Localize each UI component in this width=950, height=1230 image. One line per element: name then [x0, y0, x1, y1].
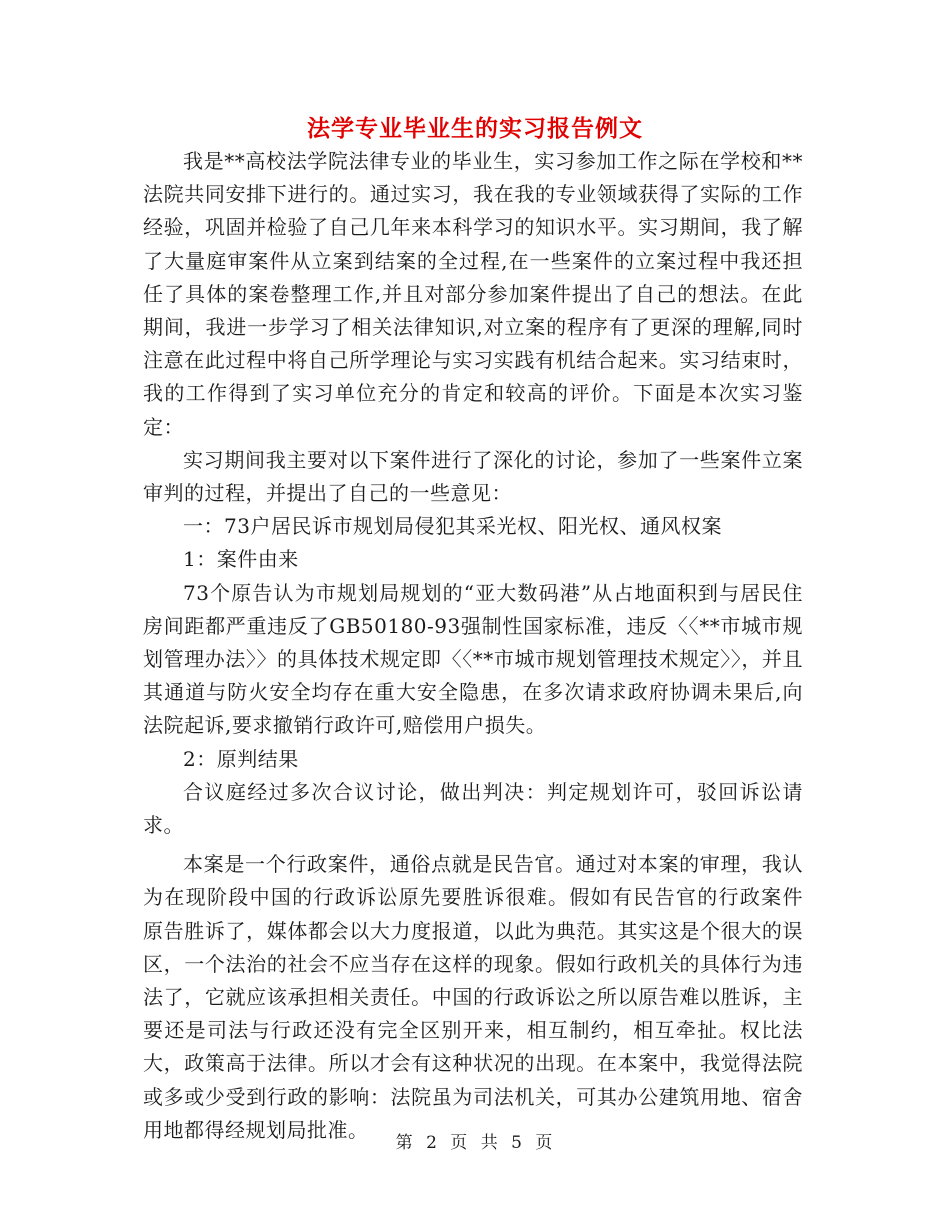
paragraph-analysis: 本案是一个行政案件，通俗点就是民告官。通过对本案的审理，我认为在现阶段中国的行政诉讼原先要胜诉很难。假如有民告官的行政案件 原告胜诉了，媒体都会以大力度报道，以此为典范。其实这是个很大的误区，一个法治的社会不应当存在这样的现象。假如行政机关的具体行为违法了，它就应该承担相关责任。中国的行政诉讼之所以原告难以胜诉，主要还是司法与行政还没有完全区别开来，相互制约，相互牵扯。权比法大，政策高于法律。所以才会有这种状况的出现。在本案中，我觉得法院或多或少受到行政的影响：法院虽为司法机关，可其办公建筑用地、宿舍用地都得经规划局批准。 [143, 852, 803, 1142]
footer-suffix: 页 [535, 1133, 555, 1153]
footer-total-pages: 5 [511, 1133, 524, 1153]
paragraph-verdict: 合议庭经过多次合议讨论，做出判决：判定规划许可，驳回诉讼请求。 [143, 779, 803, 838]
paragraph-intro: 我是**高校法学院法律专业的毕业生，实习参加工作之际在学校和**法院共同安排下进行的。通过实习，我在我的专业领域获得了实际的工作经验，巩固并检验了自己几年来本科学习的知识水平。实习期间，我了解了大量庭审案件从立案到结案的全过程,在一些案件的立案过程中我还担任了具体的案卷整理工作,并且对部分参加案件提出了自己的想法。在此期间，我进一步学习了相关法律知识,对立案的程序有了更深的理解,同时注意在此过程中将自己所学理论与实习实践有机结合起来。实习结束时，我的工作得到了实习单位充分的肯定和较高的评价。下面是本次实习鉴定： [143, 149, 803, 439]
paragraph-case-heading: 一：73户居民诉市规划局侵犯其采光权、阳光权、通风权案 [183, 514, 722, 539]
paragraph-section-origin: 1：案件由来 [183, 547, 299, 572]
footer-mid1: 页 [450, 1133, 470, 1153]
paragraph-section-verdict: 2：原判结果 [183, 746, 299, 771]
footer-current-page: 2 [426, 1133, 439, 1153]
document-body [143, 145, 803, 1147]
footer-prefix: 第 [395, 1133, 415, 1153]
page-footer [0, 1128, 950, 1153]
footer-mid2: 共 [480, 1133, 500, 1153]
paragraph-case-origin: 73个原告认为市规划局规划的“亚大数码港”从占地面积到与居民住房间距都严重违反了GB50180-93强制性国家标准，违反〈〈**市城市规划管理办法〉〉的具体技术规定即〈〈**市城市规划管理技术规定〉〉，并且其通道与防火安全均存在重大安全隐患，在多次请求政府协调未果后,向法院起诉,要求撤销行政许可,赔偿用户损失。 [143, 580, 803, 738]
paragraph-cases-intro: 实习期间我主要对以下案件进行了深化的讨论，参加了一些案件立案审判的过程，并提出了自己的一些意见： [143, 447, 803, 506]
document-title: 法学专业毕业生的实习报告例文 [307, 115, 643, 142]
